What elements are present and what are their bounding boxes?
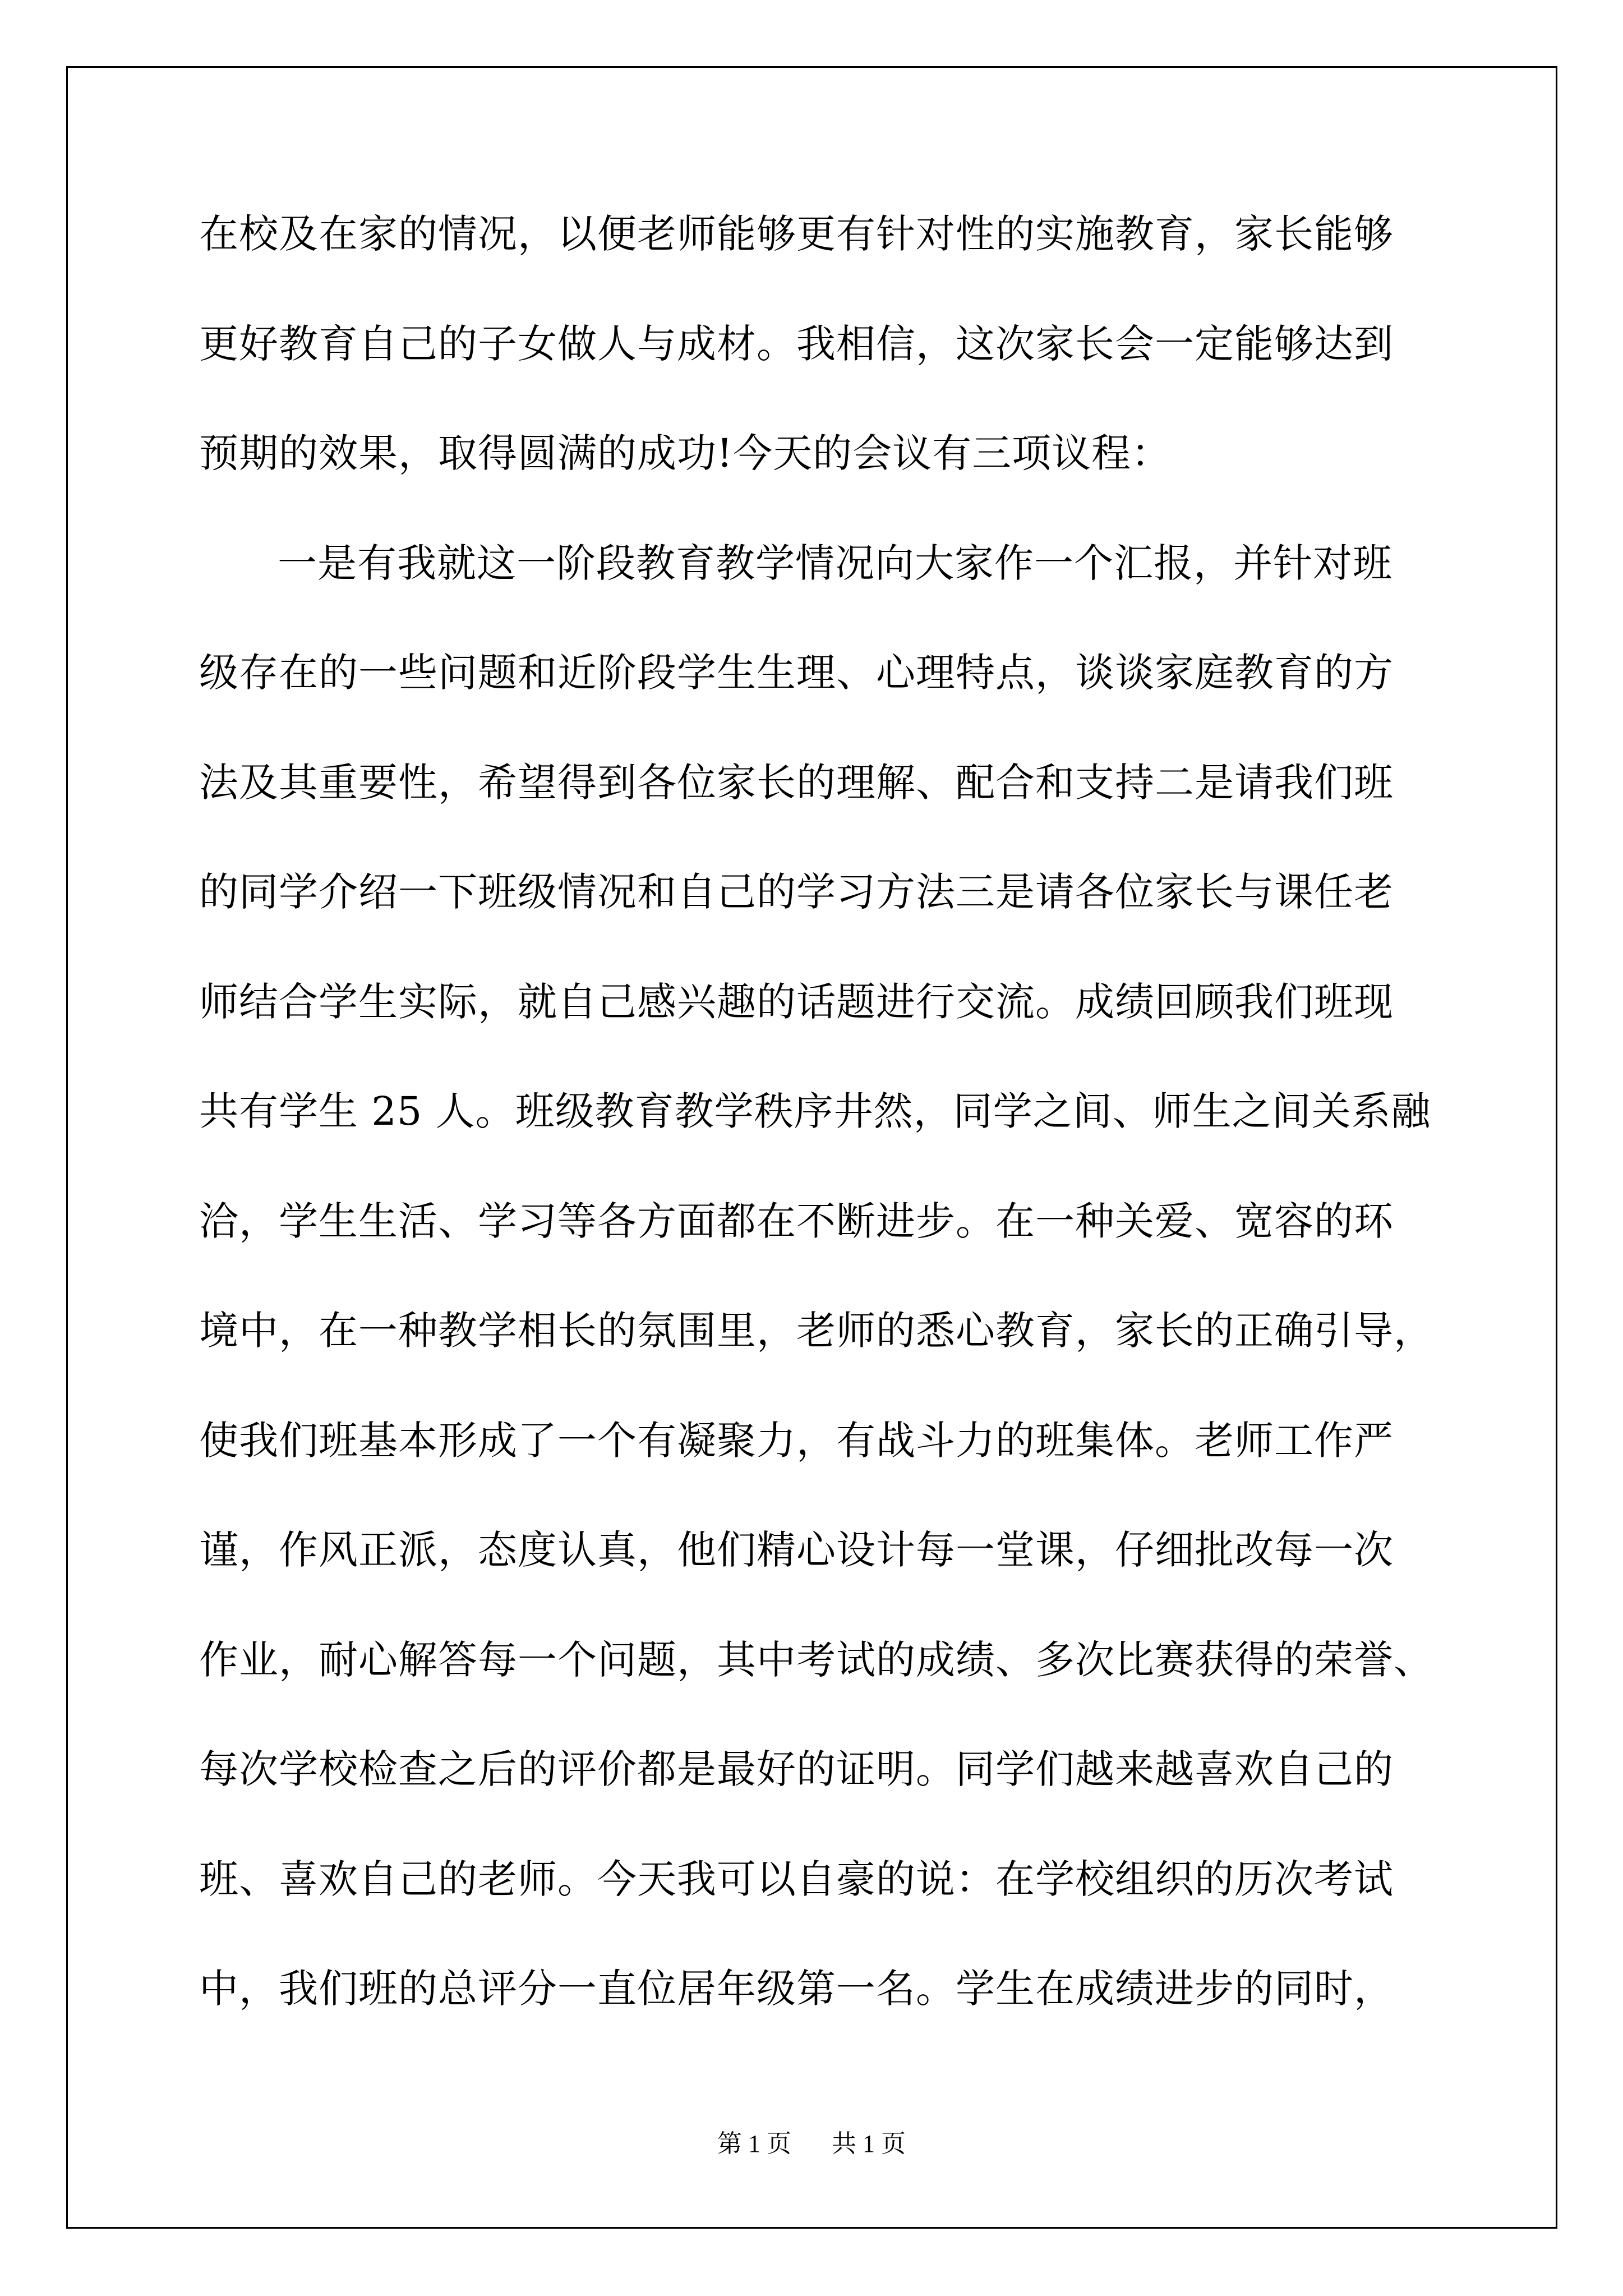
text-line: 境中，在一种教学相长的氛围里，老师的悉心教育，家长的正确引导，: [199, 1308, 1433, 1354]
page-count: 共 1 页: [832, 2130, 906, 2157]
text-line: 洽，学生生活、学习等各方面都在不断进步。在一种关爱、宽容的环: [199, 1198, 1394, 1244]
text-line: 班、喜欢自己的老师。今天我可以自豪的说：在学校组织的历次考试: [199, 1856, 1394, 1902]
text-line: 谨，作风正派，态度认真，他们精心设计每一堂课，仔细批改每一次: [199, 1527, 1394, 1573]
paragraph-start-line: 一是有我就这一阶段教育教学情况向大家作一个汇报，并针对班: [278, 540, 1393, 586]
text-line: 共有学生 25 人。班级教育教学秩序井然，同学之间、师生之间关系融: [199, 1088, 1431, 1134]
page-footer: [0, 2127, 1623, 2161]
text-line: 使我们班基本形成了一个有凝聚力，有战斗力的班集体。老师工作严: [199, 1417, 1394, 1464]
text-line: 每次学校检查之后的评价都是最好的证明。同学们越来越喜欢自己的: [199, 1746, 1394, 1792]
text-line: 的同学介绍一下班级情况和自己的学习方法三是请各位家长与课任老: [199, 869, 1394, 915]
text-line: 更好教育自己的子女做人与成材。我相信，这次家长会一定能够达到: [199, 320, 1394, 367]
text-line: 预期的效果，取得圆满的成功!今天的会议有三项议程：: [199, 430, 1172, 476]
text-line: 中，我们班的总评分一直位居年级第一名。学生在成绩进步的同时，: [199, 1966, 1394, 2012]
text-line: 在校及在家的情况，以便老师能够更有针对性的实施教育，家长能够: [199, 211, 1394, 257]
page-number: 第 1 页: [717, 2130, 791, 2157]
document-body: [199, 209, 1433, 2073]
text-line: 级存在的一些问题和近阶段学生生理、心理特点，谈谈家庭教育的方: [199, 650, 1394, 696]
text-line: 师结合学生实际，就自己感兴趣的话题进行交流。成绩回顾我们班现: [199, 978, 1394, 1025]
text-line: 作业，耐心解答每一个问题，其中考试的成绩、多次比赛获得的荣誉、: [199, 1636, 1433, 1683]
text-line: 法及其重要性，希望得到各位家长的理解、配合和支持二是请我们班: [199, 759, 1394, 806]
